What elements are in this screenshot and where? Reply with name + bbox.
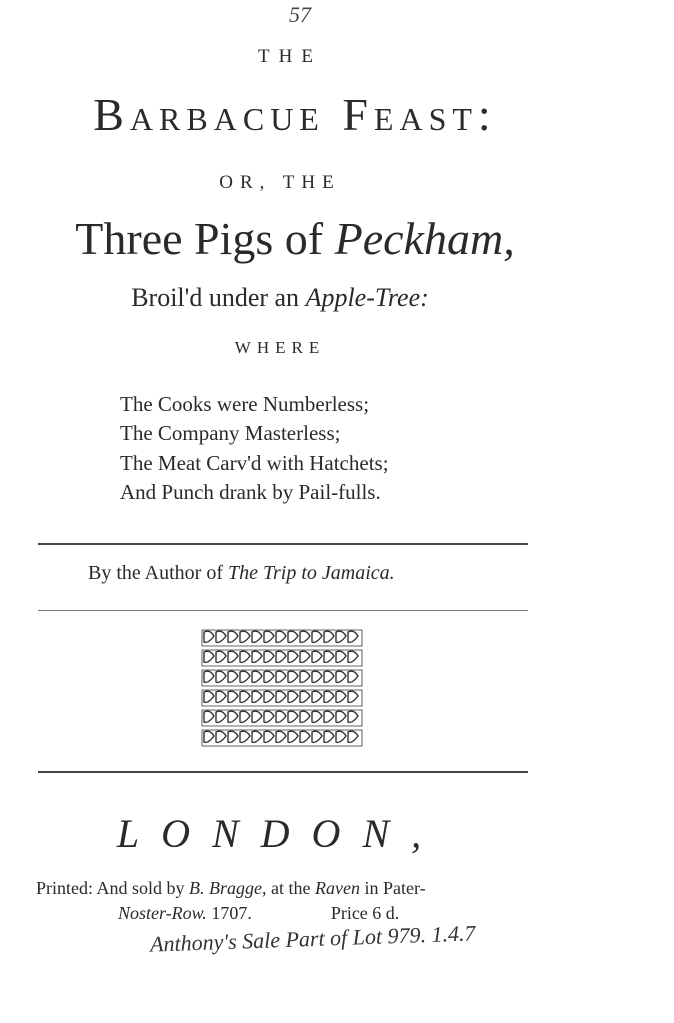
subtitle-line-1-italic: Peckham, — [334, 213, 515, 264]
subtitle-line-2-italic: Apple-Tree: — [305, 283, 429, 312]
author-line-plain: By the Author of — [88, 562, 228, 584]
verse-line: And Punch drank by Pail-fulls. — [120, 480, 381, 504]
subtitle-line-1 — [0, 212, 590, 265]
subtitle-line-2-plain: Broil'd under an — [131, 283, 306, 312]
imprint-place: LONDON, — [116, 811, 444, 856]
divider-rule — [38, 610, 528, 611]
divider-rule — [38, 771, 528, 773]
main-title: Barbacue Feast: — [93, 89, 497, 140]
imprint-line-1-publisher: B. Bragge, — [189, 878, 267, 898]
handwritten-note: Anthony's Sale Part of Lot 979. 1.4.7 — [149, 920, 476, 957]
imprint-line-2-price: Price 6 d. — [330, 903, 400, 923]
printers-ornament — [200, 628, 364, 750]
where-heading: WHERE — [234, 338, 326, 357]
imprint-line-1-e: in Pater- — [359, 878, 426, 898]
subtitle-line-2 — [0, 283, 560, 313]
imprint-line-2 — [118, 903, 399, 924]
imprint-line-1-c: at the — [266, 878, 315, 898]
page-number: 57 — [289, 2, 311, 27]
imprint-line-2-street: Noster-Row. — [118, 903, 207, 923]
imprint-line-2-year: 1707. — [206, 903, 252, 923]
author-line — [88, 562, 395, 585]
verse-line: The Cooks were Numberless; — [120, 392, 370, 416]
author-line-italic: The Trip to Jamaica. — [228, 562, 395, 584]
verse-line: The Meat Carv'd with Hatchets; — [120, 451, 389, 475]
verse-line: The Company Masterless; — [120, 421, 341, 445]
imprint-line-1 — [36, 878, 426, 899]
or-the-line: OR, THE — [219, 172, 341, 193]
divider-rule — [38, 543, 528, 545]
subtitle-line-1-plain: Three Pigs of — [75, 213, 335, 264]
imprint-line-1-sign: Raven — [314, 878, 360, 898]
title-article: THE — [258, 46, 322, 67]
imprint-line-1-a: Printed: And sold by — [36, 878, 190, 898]
